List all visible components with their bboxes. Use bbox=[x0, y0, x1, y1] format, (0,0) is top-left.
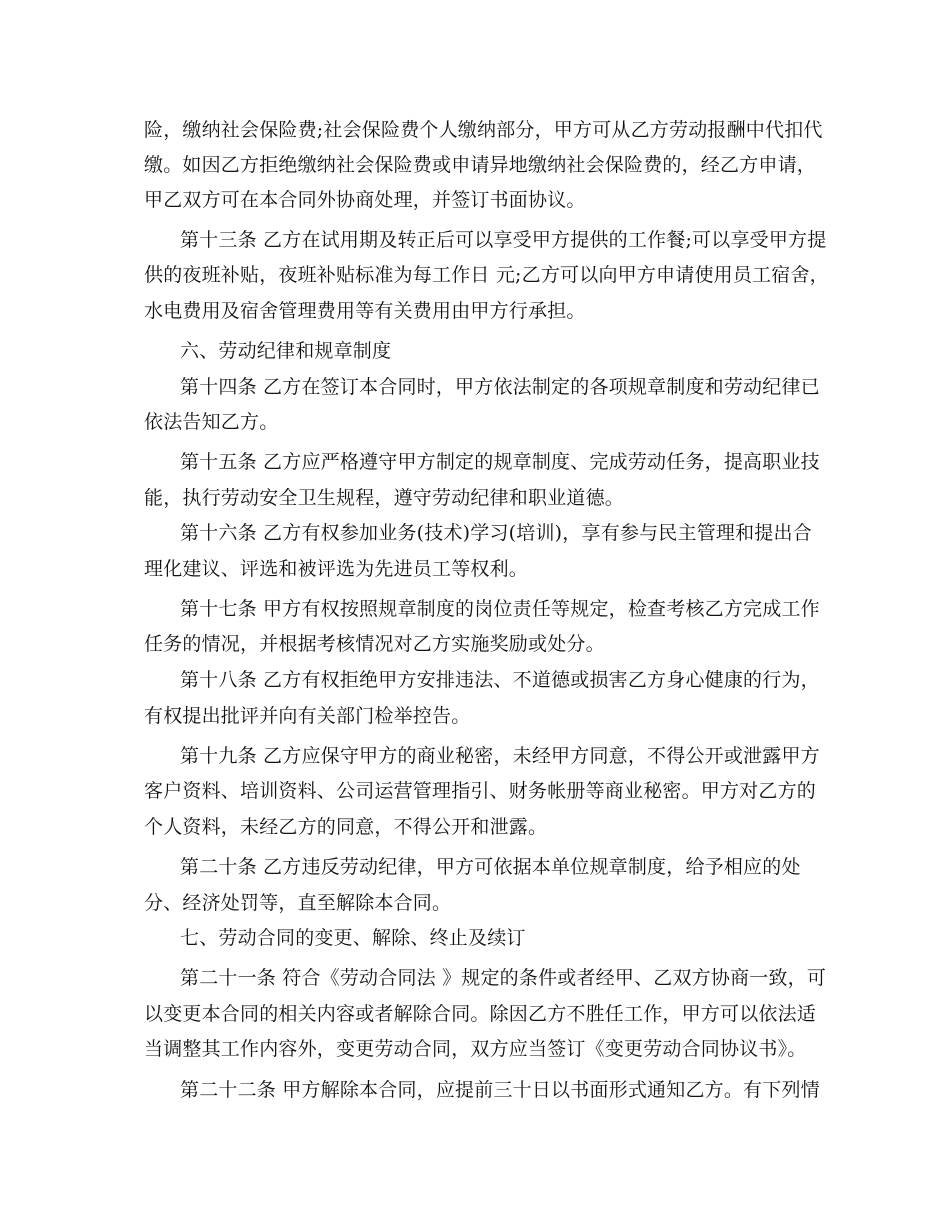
text-line-2: 缴。如因乙方拒绝缴纳社会保险费或申请异地缴纳社会保险费的，经乙方申请， bbox=[144, 154, 817, 176]
text-line-8: 第十四条 乙方在签订本合同时，甲方依法制定的各项规章制度和劳动纪律已 bbox=[180, 376, 820, 398]
text-line-17: 有权提出批评并向有关部门检举控告。 bbox=[144, 705, 471, 727]
text-line-14: 第十七条 甲方有权按照规章制度的岗位责任等规定，检查考核乙方完成工作 bbox=[180, 598, 820, 620]
text-line-12: 第十六条 乙方有权参加业务(技术)学习(培训)，享有参与民主管理和提出合 bbox=[180, 522, 812, 544]
text-line-27: 第二十二条 甲方解除本合同，应提前三十日以书面形式通知乙方。有下列情 bbox=[180, 1079, 820, 1101]
text-line-1: 险，缴纳社会保险费;社会保险费个人缴纳部分，甲方可从乙方劳动报酬中代扣代 bbox=[144, 119, 823, 141]
text-line-19: 客户资料、培训资料、公司运营管理指引、财务帐册等商业秘密。甲方对乙方的 bbox=[144, 780, 817, 802]
text-line-3: 甲乙双方可在本合同外协商处理，并签订书面协议。 bbox=[144, 189, 586, 211]
text-line-9: 依法告知乙方。 bbox=[144, 411, 279, 433]
text-line-22: 分、经济处罚等，直至解除本合同。 bbox=[144, 892, 452, 914]
text-line-10: 第十五条 乙方应严格遵守甲方制定的规章制度、完成劳动任务，提高职业技 bbox=[180, 451, 820, 473]
text-line-25: 以变更本合同的相关内容或者解除合同。除因乙方不胜任工作，甲方可以依法适 bbox=[144, 1003, 817, 1025]
text-line-20: 个人资料，未经乙方的同意，不得公开和泄露。 bbox=[144, 816, 548, 838]
section-heading-7: 七、劳动合同的变更、解除、终止及续订 bbox=[180, 927, 526, 949]
text-line-4: 第十三条 乙方在试用期及转正后可以享受甲方提供的工作餐;可以享受甲方提 bbox=[180, 229, 827, 251]
text-line-5: 供的夜班补贴，夜班补贴标准为每工作日 元;乙方可以向甲方申请使用员工宿舍， bbox=[144, 264, 829, 286]
text-line-21: 第二十条 乙方违反劳动纪律，甲方可依据本单位规章制度，给予相应的处 bbox=[180, 856, 801, 878]
text-line-18: 第十九条 乙方应保守甲方的商业秘密，未经甲方同意，不得公开或泄露甲方 bbox=[180, 745, 820, 767]
text-line-26: 当调整其工作内容外，变更劳动合同，双方应当签订《变更劳动合同协议书》。 bbox=[144, 1038, 807, 1060]
text-line-13: 理化建议、评选和被评选为先进员工等权利。 bbox=[144, 558, 529, 580]
text-line-16: 第十八条 乙方有权拒绝甲方安排违法、不道德或损害乙方身心健康的行为， bbox=[180, 669, 820, 691]
text-line-15: 任务的情况，并根据考核情况对乙方实施奖励或处分。 bbox=[144, 633, 605, 655]
text-line-6: 水电费用及宿舍管理费用等有关费用由甲方行承担。 bbox=[144, 300, 586, 322]
text-line-24: 第二十一条 符合《劳动合同法 》规定的条件或者经甲、乙双方协商一致，可 bbox=[180, 967, 827, 989]
text-line-11: 能，执行劳动安全卫生规程，遵守劳动纪律和职业道德。 bbox=[144, 487, 625, 509]
section-heading-6: 六、劳动纪律和规章制度 bbox=[180, 340, 392, 362]
